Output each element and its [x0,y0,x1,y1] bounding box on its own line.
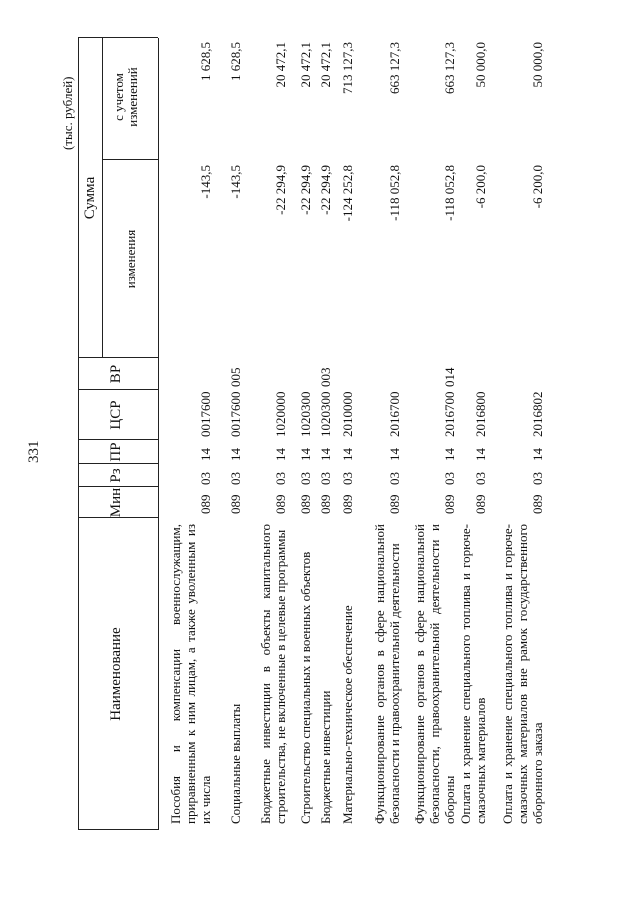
row-pr: 14 [228,448,243,461]
row-izm: -22 294,9 [298,165,313,215]
header-csr: ЦСР [108,400,124,430]
row-csr: 1020000 [273,391,288,437]
row-min: 089 [273,494,288,514]
row-total: 20 472,1 [298,42,313,88]
row-csr: 2016700 [442,391,457,437]
row-rz: 03 [228,472,243,485]
row-izm: -6 200,0 [530,165,545,209]
row-min: 089 [228,494,243,514]
row-rz: 03 [387,472,402,485]
table-top-border [78,38,79,830]
row-csr: 2016700 [387,391,402,437]
row-rz: 03 [198,472,213,485]
row-pr: 14 [387,448,402,461]
row-vr: 003 [318,367,333,387]
row-pr: 14 [318,448,333,461]
row-name: Материально-техническое обеспечение [340,605,355,824]
row-total: 50 000,0 [473,42,488,88]
row-total: 20 472,1 [273,42,288,88]
header-izm: изменения [123,229,138,289]
row-name: Бюджетные инвестиции [318,690,333,824]
row-pr: 14 [273,448,288,461]
row-name: Социальные выплаты [228,703,243,824]
row-izm: -22 294,9 [318,165,333,215]
row-izm: -6 200,0 [473,165,488,209]
row-rz: 03 [473,472,488,485]
header-bottom-border [158,38,159,830]
row-rz: 03 [442,472,457,485]
page-number: 331 [26,440,42,463]
row-total: 1 628,5 [198,42,213,81]
row-rz: 03 [298,472,313,485]
row-rz: 03 [530,472,545,485]
row-total: 663 127,3 [442,42,457,94]
row-name: Функционирование органов в сфере национальной безопасности и правоохранительной деятельности [372,524,402,824]
row-min: 089 [298,494,313,514]
row-csr: 1020300 [318,391,333,437]
row-name: Строительство специальных и военных объектов [298,551,313,824]
row-pr: 14 [473,448,488,461]
row-izm: -118 052,8 [442,165,457,221]
row-izm: -143,5 [198,165,213,199]
header-pr: ПР [108,442,124,462]
header-name: Наименование [108,627,124,721]
row-izm: -124 252,8 [340,165,355,222]
row-pr: 14 [298,448,313,461]
header-vr: ВР [108,364,124,384]
row-name: Оплата и хранение специального топлива и горюче-смазочных материалов [458,524,488,824]
row-rz: 03 [318,472,333,485]
row-name: Пособия и компенсации военнослужащим, приравненным к ним лицам, а также уволенным из их числа [168,524,213,824]
row-min: 089 [530,494,545,514]
row-csr: 2016802 [530,391,545,437]
row-min: 089 [340,494,355,514]
row-min: 089 [473,494,488,514]
row-total: 663 127,3 [387,42,402,94]
row-csr: 1020300 [298,391,313,437]
row-pr: 14 [530,448,545,461]
row-csr: 2016800 [473,391,488,437]
row-csr: 2010000 [340,391,355,437]
row-izm: -143,5 [228,165,243,199]
unit-note: (тыс. рублей) [60,76,75,150]
row-min: 089 [318,494,333,514]
row-name: Функционирование органов в сфере национальной безопасности, правоохранительной деятельности и обороны [412,524,457,824]
row-pr: 14 [198,448,213,461]
header-s-uchetom: с учетом изменений [111,67,140,127]
row-name: Оплата и хранение специального топлива и горюче-смазочных материалов вне рамок государственного оборонного заказа [500,524,545,824]
row-pr: 14 [442,448,457,461]
row-vr: 005 [228,367,243,387]
row-izm: -22 294,9 [273,165,288,215]
row-csr: 0017600 [228,391,243,437]
row-min: 089 [387,494,402,514]
row-izm: -118 052,8 [387,165,402,221]
row-total: 713 127,3 [340,42,355,94]
row-total: 50 000,0 [530,42,545,88]
row-pr: 14 [340,448,355,461]
row-vr: 014 [442,367,457,387]
row-min: 089 [198,494,213,514]
row-rz: 03 [273,472,288,485]
row-rz: 03 [340,472,355,485]
header-rz: Рз [108,468,124,483]
row-total: 1 628,5 [228,42,243,81]
header-summa: Сумма [82,176,98,220]
row-total: 20 472,1 [318,42,333,88]
summa-divider [102,38,103,358]
row-min: 089 [442,494,457,514]
row-csr: 0017600 [198,391,213,437]
row-name: Бюджетные инвестиции в объекты капитального строительства, не включенные в целевые программы [258,524,288,824]
header-min: Мин [108,487,124,518]
